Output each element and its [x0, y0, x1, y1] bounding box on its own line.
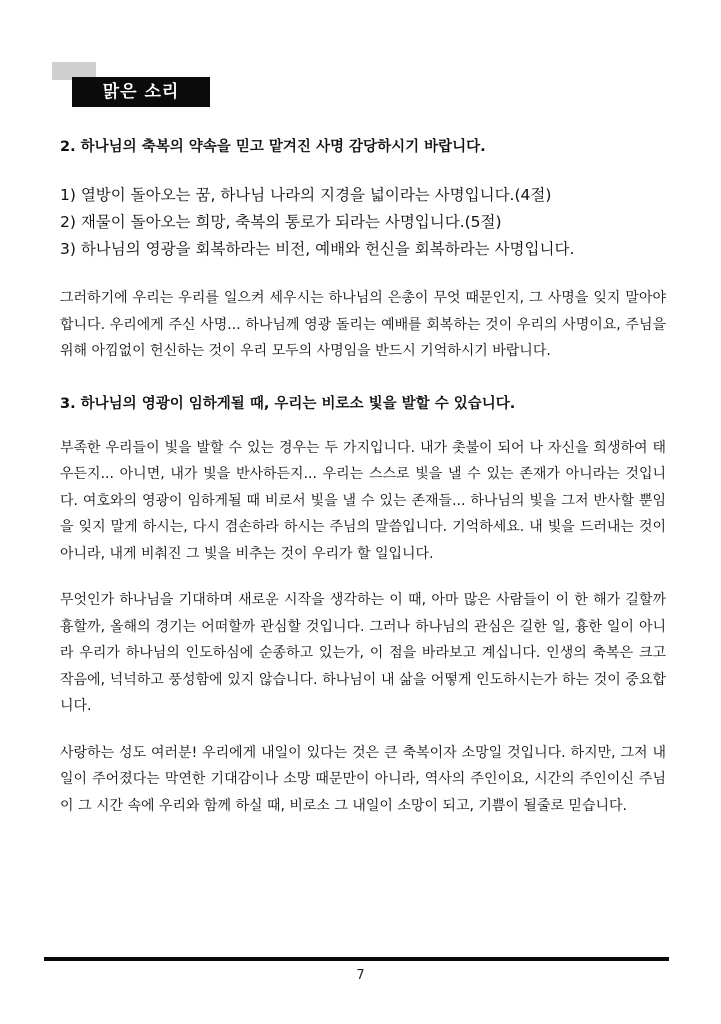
heading-3: 3. 하나님의 영광이 임하게될 때, 우리는 비로소 빛을 발할 수 있습니다. — [60, 395, 516, 412]
paragraph-2: 부족한 우리들이 빛을 발할 수 있는 경우는 두 가지입니다. 내가 촛불이 되어 나 자신을 희생하여 태우든지... 아니면, 내가 빛을 반사하든지... 우리는 스스로 빛을 낼 수 있는 존재가 아니라는 것입니다. 여호와의 영광이 임하게될 때 비로서 빛을 낼 수 있는 존재들... 하나님의 빛을 그저 반사할 뿐임을 잊지 말게 하시는, 다시 겸손하라 하시는 주님의 말씀입니다. 기억하세요. 내 빛을 드러내는 것이 아니라, 내게 비춰진 그 빛을 비추는 것이 우리가 할 일입니다. — [60, 439, 666, 562]
paragraph-1: 그러하기에 우리는 우리를 일으켜 세우시는 하나님의 은총이 무엇 때문인지, 그 사명을 잊지 말아야 합니다. 우리에게 주신 사명... 하나님께 영광 돌리는 예배를 회복하는 것이 우리의 사명이요, 주님을 위해 아낌없이 헌신하는 것이 우리 모두의 사명임을 반드시 기억하시기 바랍니다. — [60, 290, 666, 359]
section-title: 맑은 소리 — [72, 77, 210, 107]
paragraph-3: 무엇인가 하나님을 기대하며 새로운 시작을 생각하는 이 때, 아마 많은 사람들이 이 한 해가 길할까 흉할까, 올해의 경기는 어떠할까 관심할 것입니다. 그러나 하나님의 관심은 길한 일, 흉한 일이 아니라 우리가 하나님의 인도하심에 순종하고 있는가, 이 점을 바라보고 계십니다. 인생의 축복은 크고 작음에, 넉넉하고 풍성함에 있지 않습니다. 하나님이 내 삶을 어떻게 인도하시는가 하는 것이 중요합니다. — [60, 592, 666, 714]
mission-list — [60, 182, 666, 263]
document-body — [60, 128, 666, 819]
heading-2: 2. 하나님의 축복의 약속을 믿고 맡겨진 사명 감당하시기 바랍니다. — [60, 139, 486, 155]
list-item: 3) 하나님의 영광을 회복하라는 비전, 예배와 헌신을 회복하라는 사명입니다. — [60, 240, 575, 258]
footer-divider — [44, 957, 669, 961]
page-number: 7 — [356, 968, 365, 983]
list-item: 1) 열방이 돌아오는 꿈, 하나님 나라의 지경을 넓이라는 사명입니다.(4절) — [60, 186, 552, 204]
list-item: 2) 재물이 돌아오는 희망, 축복의 통로가 되라는 사명입니다.(5절) — [60, 213, 502, 231]
paragraph-4: 사랑하는 성도 여러분! 우리에게 내일이 있다는 것은 큰 축복이자 소망일 것입니다. 하지만, 그저 내일이 주어졌다는 막연한 기대감이나 소망 때문만이 아니라, 역사의 주인이요, 시간의 주인이신 주님이 그 시간 속에 우리와 함께 하실 때, 비로소 그 내일이 소망이 되고, 기쁨이 될줄로 믿습니다. — [60, 744, 666, 814]
